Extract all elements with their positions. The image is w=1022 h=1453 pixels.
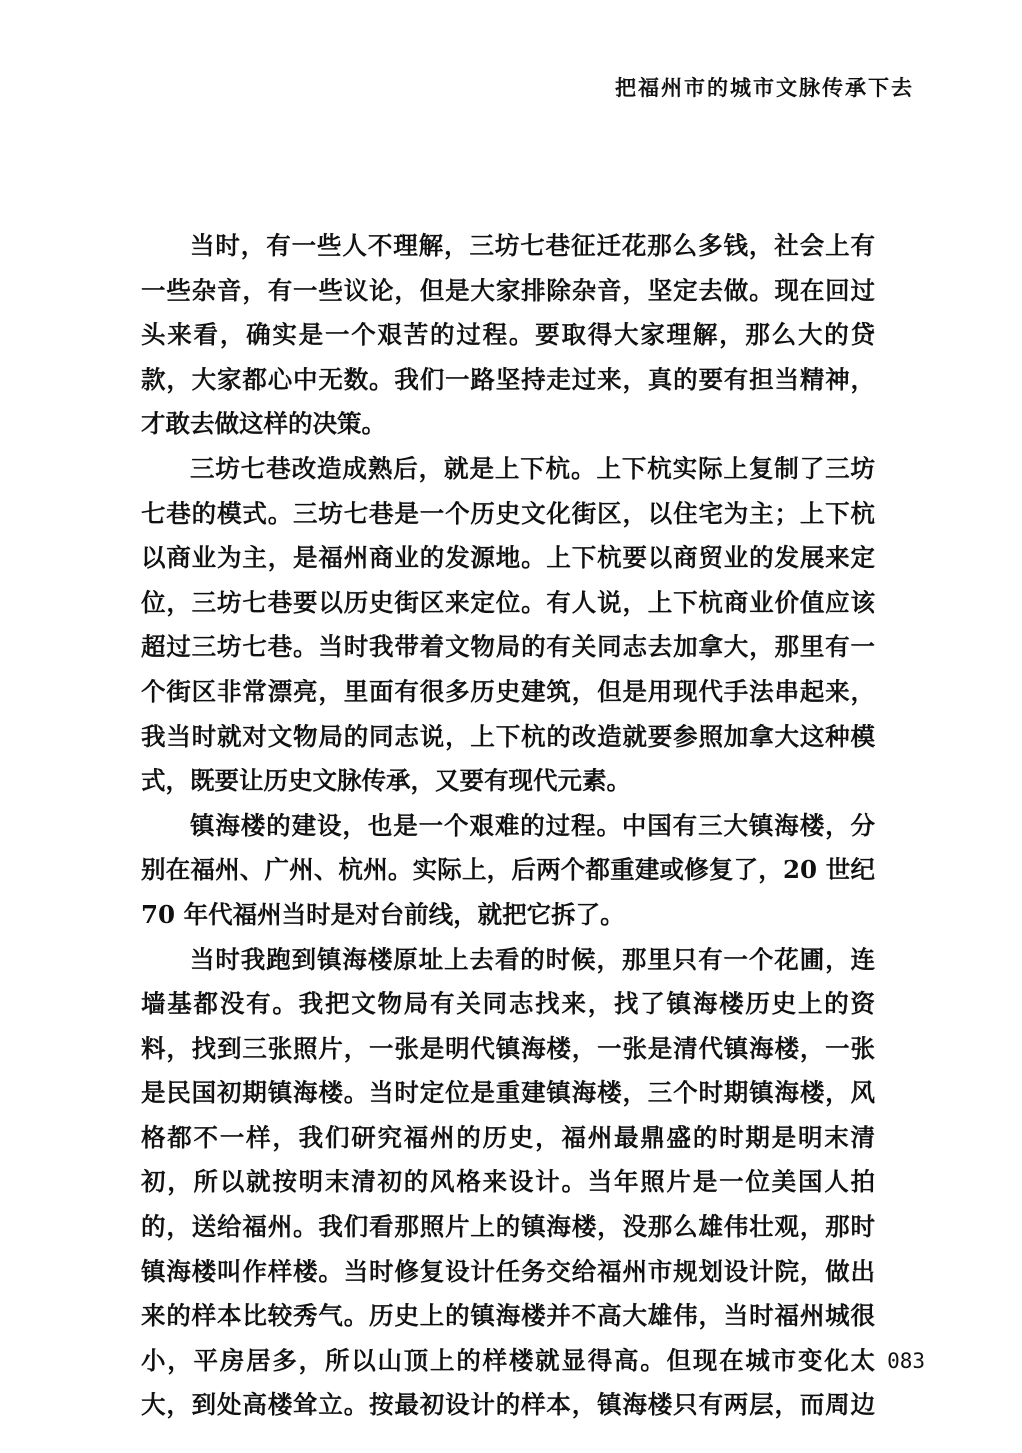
text-line: 镇海楼的建设，也是一个艰难的过程。中国有三大镇海楼，分: [190, 810, 875, 840]
body-text: [141, 224, 875, 1428]
text-line: 大，到处高楼耸立。按最初设计的样本，镇海楼只有两层，而周边: [141, 1390, 875, 1420]
text-line: 是民国初期镇海楼。当时定位是重建镇海楼，三个时期镇海楼，风: [141, 1078, 875, 1108]
text-line: 头来看，确实是一个艰苦的过程。要取得大家理解，那么大的贷: [141, 320, 875, 350]
text-line: 位，三坊七巷要以历史街区来定位。有人说，上下杭商业价值应该: [141, 587, 875, 617]
text-line: 料，找到三张照片，一张是明代镇海楼，一张是清代镇海楼，一张: [141, 1033, 875, 1063]
text-line: 70 年代福州当时是对台前线，就把它拆了。: [141, 899, 625, 929]
text-line: 一些杂音，有一些议论，但是大家排除杂音，坚定去做。现在回过: [141, 275, 875, 305]
running-header: 把福州市的城市文脉传承下去: [615, 75, 914, 100]
text-line: 格都不一样，我们研究福州的历史，福州最鼎盛的时期是明末清: [141, 1122, 875, 1152]
text-line: 小，平房居多，所以山顶上的样楼就显得高。但现在城市变化太: [141, 1345, 875, 1375]
text-line: 超过三坊七巷。当时我带着文物局的有关同志去加拿大，那里有一: [141, 632, 875, 662]
text-line: 式，既要让历史文脉传承，又要有现代元素。: [141, 766, 631, 796]
text-line: 我当时就对文物局的同志说，上下杭的改造就要参照加拿大这种模: [141, 721, 875, 751]
text-line: 七巷的模式。三坊七巷是一个历史文化街区，以住宅为主；上下杭: [141, 498, 875, 528]
text-line: 当时我跑到镇海楼原址上去看的时候，那里只有一个花圃，连: [190, 944, 875, 974]
text-line: 当时，有一些人不理解，三坊七巷征迁花那么多钱，社会上有: [190, 231, 875, 260]
text-line: 个街区非常漂亮，里面有很多历史建筑，但是用现代手法串起来，: [141, 676, 875, 706]
text-line: 款，大家都心中无数。我们一路坚持走过来，真的要有担当精神，: [141, 364, 875, 394]
text-line: 镇海楼叫作样楼。当时修复设计任务交给福州市规划设计院，做出: [141, 1256, 875, 1286]
page-number: 083: [887, 1349, 925, 1373]
text-line: 才敢去做这样的决策。: [141, 409, 386, 439]
text-line: 初，所以就按明末清初的风格来设计。当年照片是一位美国人拍: [141, 1167, 875, 1197]
text-line: 别在福州、广州、杭州。实际上，后两个都重建或修复了，20 世纪: [141, 855, 875, 885]
text-line: 三坊七巷改造成熟后，就是上下杭。上下杭实际上复制了三坊: [190, 453, 875, 483]
text-line: 以商业为主，是福州商业的发源地。上下杭要以商贸业的发展来定: [141, 543, 875, 573]
text-line: 来的样本比较秀气。历史上的镇海楼并不高大雄伟，当时福州城很: [141, 1301, 875, 1331]
text-line: 墙基都没有。我把文物局有关同志找来，找了镇海楼历史上的资: [141, 989, 875, 1019]
text-line: 的，送给福州。我们看那照片上的镇海楼，没那么雄伟壮观，那时: [141, 1212, 875, 1242]
